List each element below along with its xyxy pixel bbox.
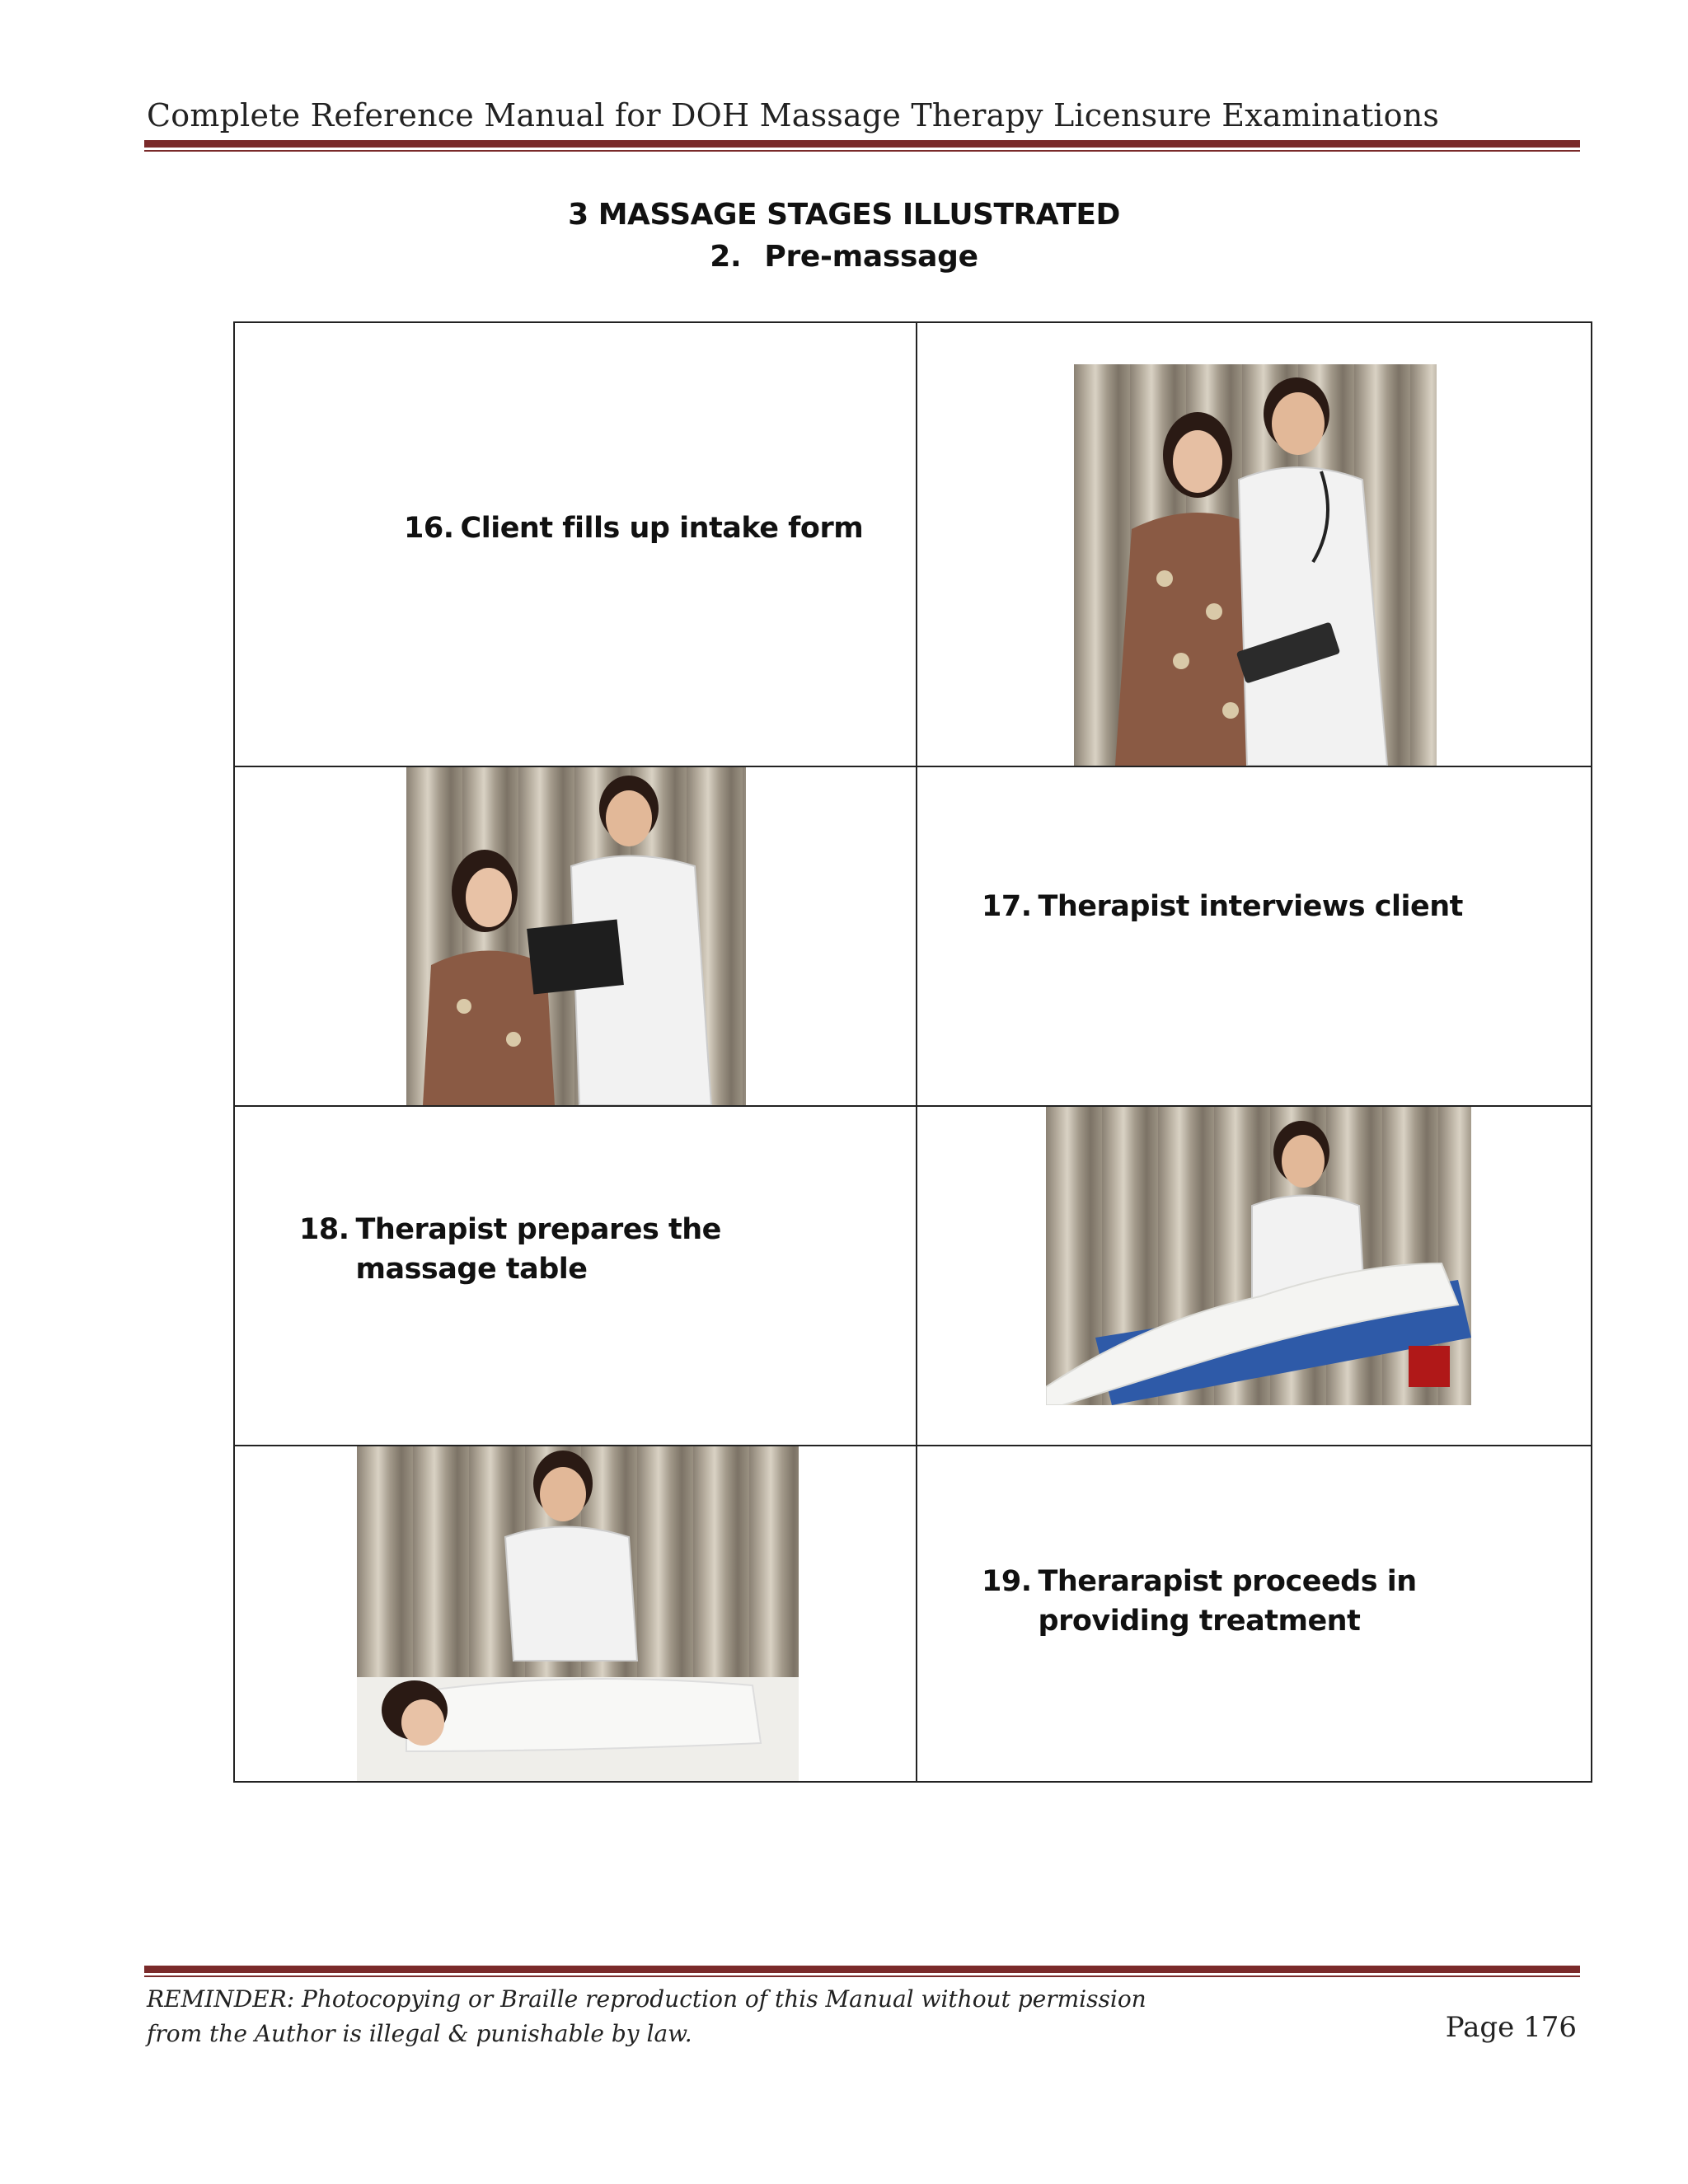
table-row [234,766,1592,1106]
step-text: Client fills up intake form [460,512,864,545]
step-16-cell [234,322,917,766]
footer-reminder [147,1982,1218,2051]
section-titles [0,198,1688,274]
step-16 [404,509,863,548]
photo-16-cell [917,322,1592,766]
photo-18-cell [917,1106,1592,1446]
subtitle-text: Pre-massage [764,240,978,274]
treatment-illustration [357,1446,799,1781]
subtitle-number: 2. [710,240,742,274]
page-number: Page 176 [1445,2011,1577,2044]
step-text: Therapist prepares the massage table [355,1213,721,1286]
section-subtitle [0,240,1688,274]
table-row [234,1446,1592,1782]
interview-photo [406,767,746,1105]
step-19 [982,1562,1575,1641]
reminder-line-1: REMINDER: Photocopying or Braille reproduction of this Manual without permission [147,1985,1146,2013]
step-19-cell [917,1446,1592,1782]
photo-19-cell [234,1446,917,1782]
step-number: 16. [404,512,454,545]
footer-rule [144,1966,1580,1977]
table-prep-illustration [1046,1107,1471,1405]
step-text: Therarapist proceeds in providing treatment [1038,1565,1417,1638]
page-header-title: Complete Reference Manual for DOH Massage Therapy Licensure Examinations [147,97,1440,134]
step-number: 19. [982,1565,1032,1598]
intake-form-illustration [1074,364,1437,766]
photo-17-cell [234,766,917,1106]
step-number: 17. [982,890,1032,923]
step-18-cell [234,1106,917,1446]
step-17 [982,887,1463,926]
intake-form-photo [1074,364,1437,766]
step-number: 18. [299,1213,349,1246]
header-rule [144,140,1580,152]
reminder-line-2: from the Author is illegal & punishable by law. [147,2020,692,2047]
step-18 [299,1210,860,1289]
table-prep-photo [1046,1107,1471,1405]
section-title: 3 MASSAGE STAGES ILLUSTRATED [568,198,1120,232]
interview-illustration [406,767,746,1105]
stages-table [233,321,1592,1783]
step-text: Therapist interviews client [1038,890,1463,923]
treatment-photo [357,1446,799,1781]
step-17-cell [917,766,1592,1106]
table-row [234,1106,1592,1446]
table-row [234,322,1592,766]
